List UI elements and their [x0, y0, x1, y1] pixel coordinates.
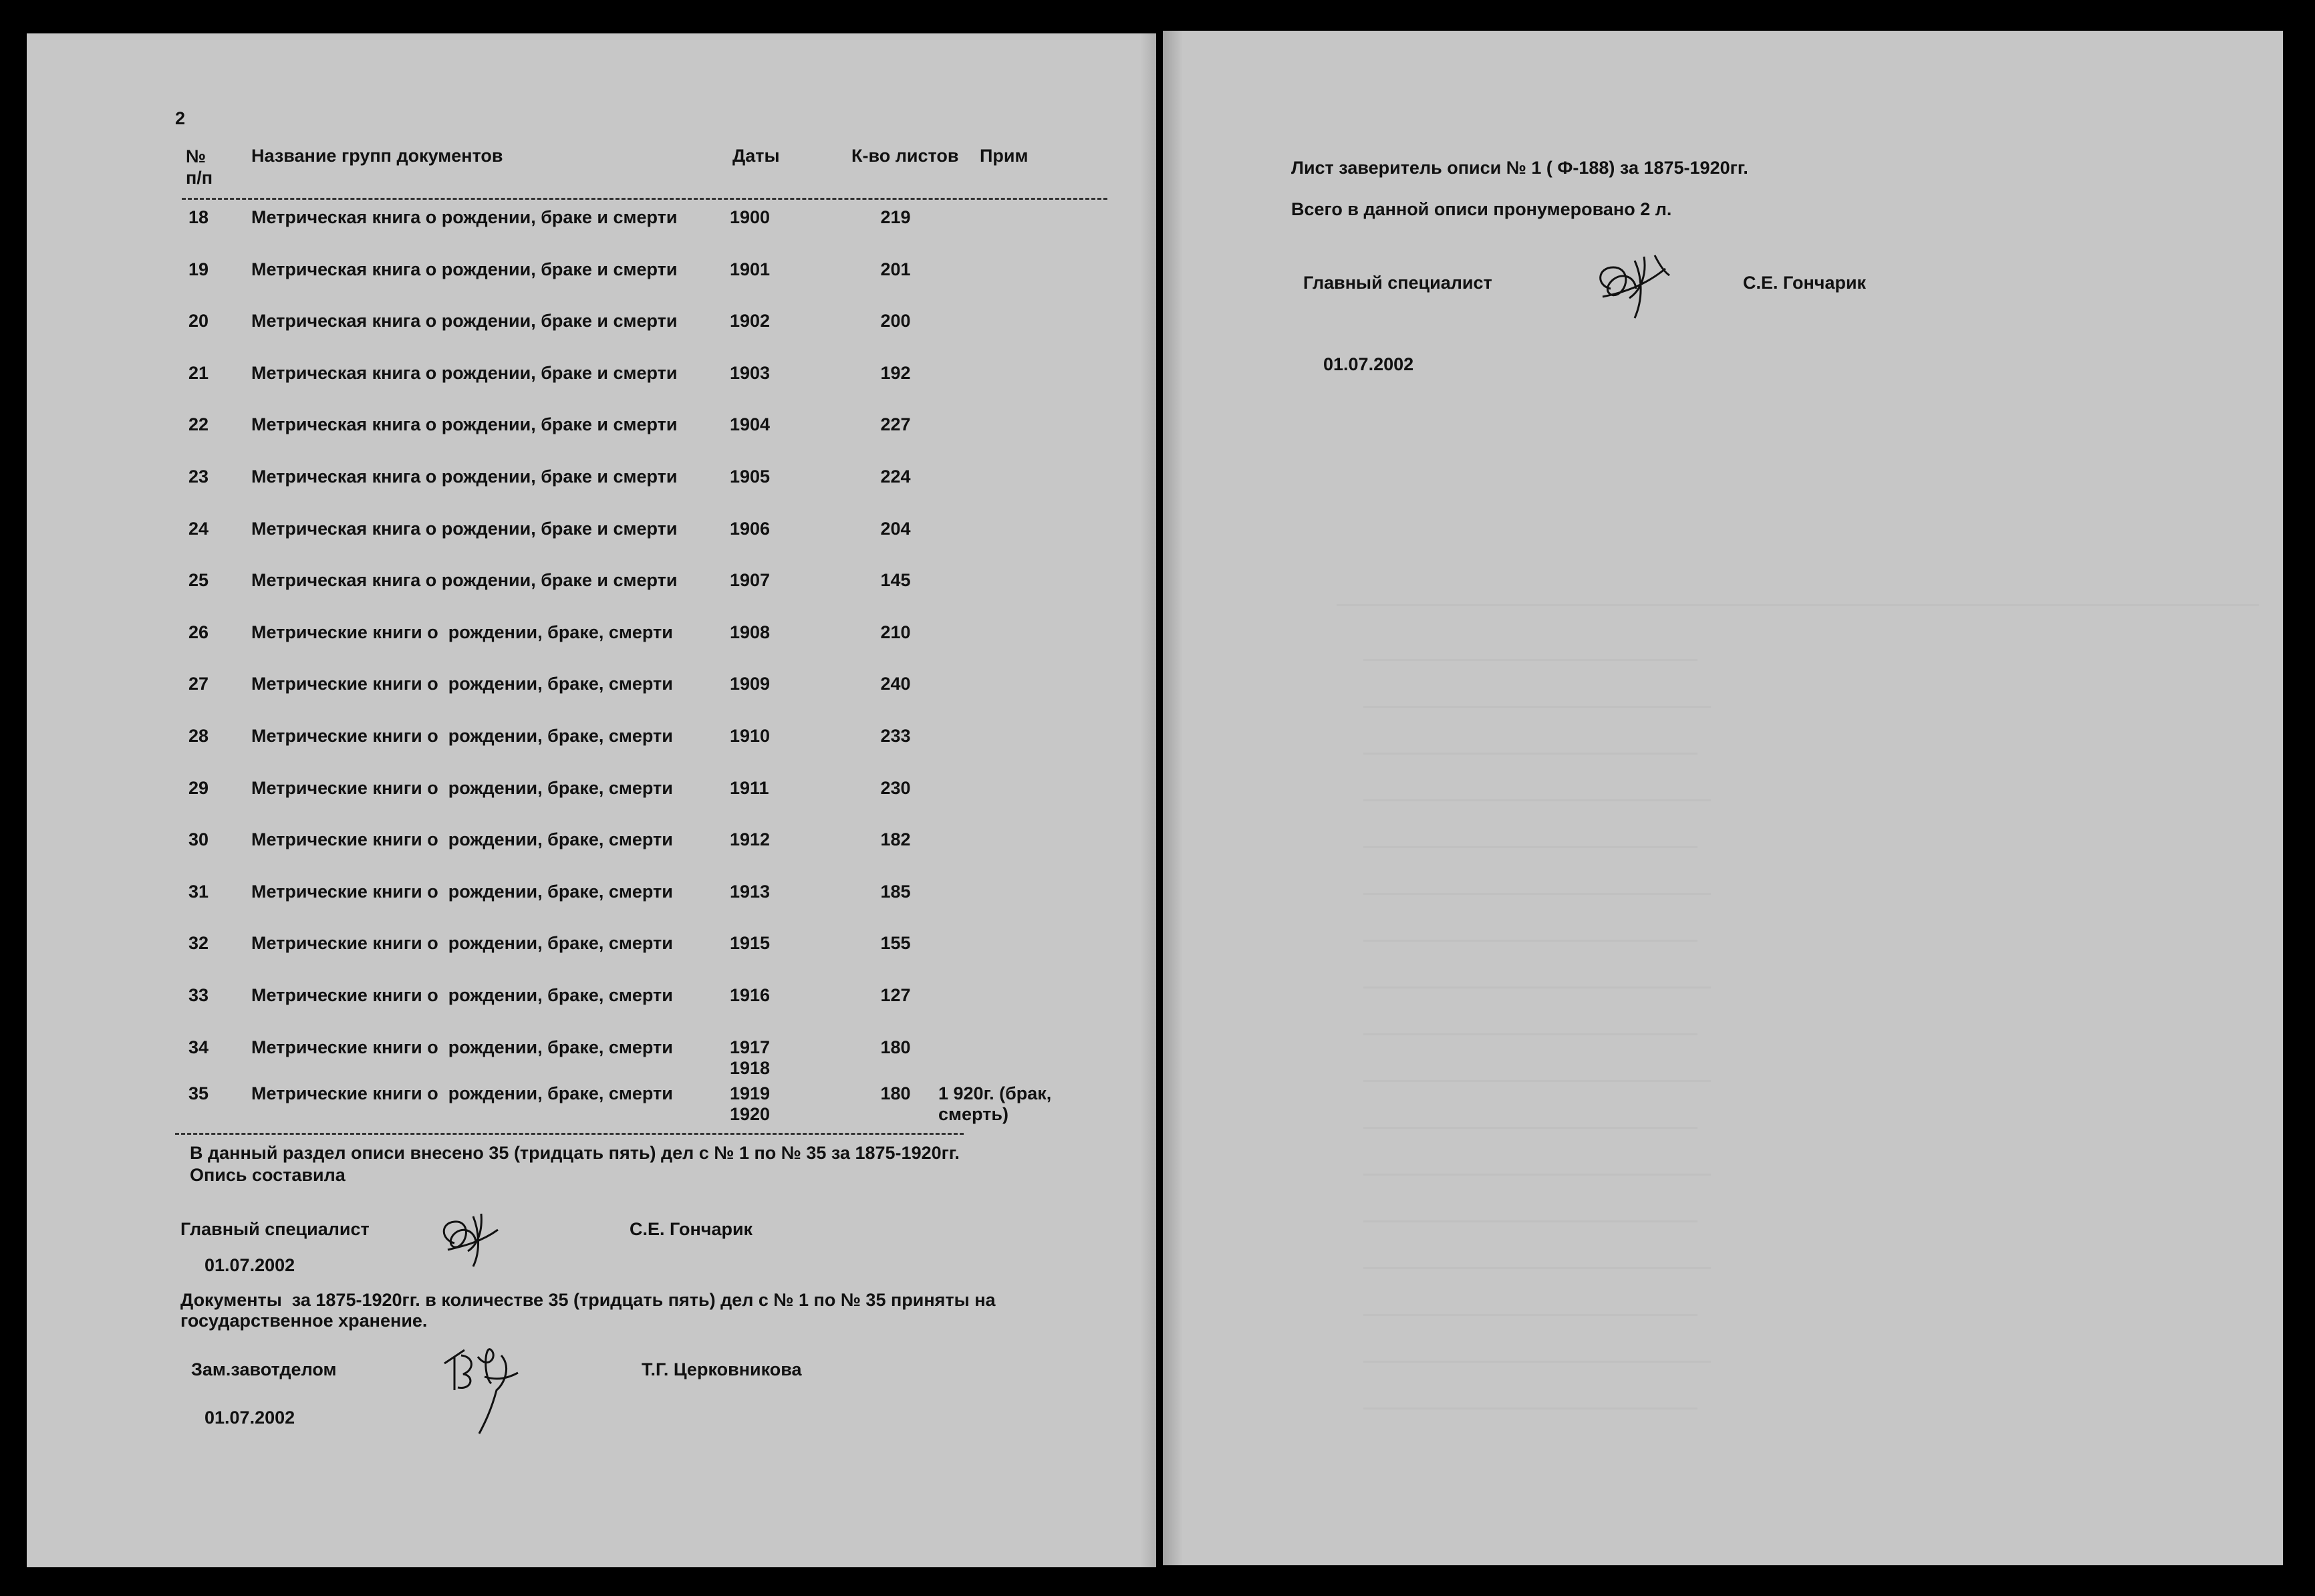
left-page: [27, 33, 1156, 1567]
row-date: 1910: [730, 726, 771, 746]
row-num: 33: [188, 985, 209, 1005]
row-date: 1906: [730, 519, 771, 539]
row-title: Метрические книги о рождении, браке, смерти: [251, 1037, 673, 1057]
row-title: Метрическая книга о рождении, браке и смерти: [251, 519, 678, 539]
row-num: 18: [188, 207, 209, 227]
header-title: Название групп документов: [251, 146, 503, 166]
row-date: 1915: [730, 933, 771, 953]
row-date: 1911: [730, 778, 769, 798]
row-date: 1913: [730, 882, 771, 902]
row-num: 29: [188, 778, 209, 798]
row-sheets: 127: [880, 985, 911, 1005]
row-date: 1902: [730, 311, 771, 331]
row-num: 27: [188, 674, 209, 694]
row-date: 1912: [730, 829, 771, 849]
acceptor-title: Зам.завотделом: [191, 1359, 337, 1379]
row-sheets: 180: [880, 1083, 911, 1103]
acceptor-name: Т.Г. Церковникова: [642, 1359, 802, 1379]
certification-line-2: Всего в данной описи пронумеровано 2 л.: [1291, 199, 1672, 219]
row-date: 1904: [730, 414, 771, 434]
row-sheets: 200: [880, 311, 911, 331]
row-num: 19: [188, 259, 209, 279]
signer-name: С.Е. Гончарик: [1743, 273, 1867, 293]
row-title: Метрические книги о рождении, браке, смерти: [251, 622, 673, 642]
row-title: Метрическая книга о рождении, браке и смерти: [251, 570, 678, 590]
row-title: Метрическая книга о рождении, браке и смерти: [251, 414, 678, 434]
row-sheets: 210: [880, 622, 911, 642]
row-num: 25: [188, 570, 209, 590]
row-sheets: 180: [880, 1037, 911, 1057]
row-sheets: 155: [880, 933, 911, 953]
row-sheets: 230: [880, 778, 911, 798]
row-num: 34: [188, 1037, 209, 1057]
row-num: 31: [188, 882, 209, 902]
row-title: Метрические книги о рождении, браке, смерти: [251, 933, 673, 953]
signer-signature: [1591, 249, 1677, 322]
row-num: 24: [188, 519, 209, 539]
row-title: Метрические книги о рождении, браке, смерти: [251, 882, 673, 902]
summary-line-2: Опись составила: [190, 1165, 346, 1185]
acceptance-text: Документы за 1875-1920гг. в количестве 35 (тридцать пять) дел с № 1 по № 35 приняты на государственное хранение.: [180, 1290, 996, 1331]
header-rule: [182, 198, 1107, 200]
row-sheets: 192: [880, 363, 911, 383]
row-sheets: 219: [880, 207, 911, 227]
row-date: 1900: [730, 207, 771, 227]
row-date: 1905: [730, 467, 771, 487]
row-sheets: 204: [880, 519, 911, 539]
row-date: 1903: [730, 363, 771, 383]
row-num: 28: [188, 726, 209, 746]
row-num: 30: [188, 829, 209, 849]
row-date: 1919 1920: [730, 1083, 771, 1124]
compiler-name: С.Е. Гончарик: [630, 1219, 753, 1239]
row-title: Метрическая книга о рождении, браке и смерти: [251, 259, 678, 279]
table-end-rule: [175, 1133, 964, 1135]
header-dates: Даты: [732, 146, 780, 166]
summary-line-1: В данный раздел описи внесено 35 (тридцать пять) дел с № 1 по № 35 за 1875-1920гг.: [190, 1143, 960, 1163]
row-title: Метрические книги о рождении, браке, смерти: [251, 778, 673, 798]
row-date: 1907: [730, 570, 771, 590]
row-sheets: 224: [880, 467, 911, 487]
row-title: Метрическая книга о рождении, браке и смерти: [251, 311, 678, 331]
row-date: 1916: [730, 985, 771, 1005]
header-sheets: К-во листов: [851, 146, 959, 166]
row-sheets: 201: [880, 259, 911, 279]
acceptor-date: 01.07.2002: [205, 1408, 295, 1428]
certification-date: 01.07.2002: [1323, 354, 1414, 374]
acceptor-signature: [438, 1343, 525, 1437]
row-date: 1917 1918: [730, 1037, 771, 1078]
row-note: 1 920г. (брак, смерть): [938, 1083, 1052, 1124]
row-date: 1908: [730, 622, 771, 642]
header-num: № п/п: [186, 146, 213, 188]
page-number: 2: [175, 108, 186, 128]
compiler-date: 01.07.2002: [205, 1255, 295, 1275]
signer-title: Главный специалист: [1303, 273, 1492, 293]
row-sheets: 227: [880, 414, 911, 434]
compiler-signature: [434, 1203, 508, 1270]
row-num: 26: [188, 622, 209, 642]
row-title: Метрические книги о рождении, браке, смерти: [251, 1083, 673, 1103]
row-title: Метрические книги о рождении, браке, смерти: [251, 829, 673, 849]
row-title: Метрическая книга о рождении, браке и смерти: [251, 207, 678, 227]
row-sheets: 185: [880, 882, 911, 902]
right-page: [1163, 31, 2283, 1565]
header-notes: Прим: [980, 146, 1029, 166]
row-title: Метрические книги о рождении, браке, смерти: [251, 985, 673, 1005]
compiler-title: Главный специалист: [180, 1219, 370, 1239]
row-title: Метрическая книга о рождении, браке и смерти: [251, 467, 678, 487]
row-sheets: 233: [880, 726, 911, 746]
certification-line-1: Лист заверитель описи № 1 ( Ф-188) за 1875-1920гг.: [1291, 158, 1748, 178]
row-date: 1901: [730, 259, 771, 279]
row-title: Метрические книги о рождении, браке, смерти: [251, 674, 673, 694]
row-date: 1909: [730, 674, 771, 694]
row-num: 21: [188, 363, 209, 383]
row-sheets: 240: [880, 674, 911, 694]
row-num: 35: [188, 1083, 209, 1103]
row-title: Метрические книги о рождении, браке, смерти: [251, 726, 673, 746]
row-num: 23: [188, 467, 209, 487]
row-num: 20: [188, 311, 209, 331]
row-num: 22: [188, 414, 209, 434]
row-sheets: 145: [880, 570, 911, 590]
row-num: 32: [188, 933, 209, 953]
row-title: Метрическая книга о рождении, браке и смерти: [251, 363, 678, 383]
row-sheets: 182: [880, 829, 911, 849]
